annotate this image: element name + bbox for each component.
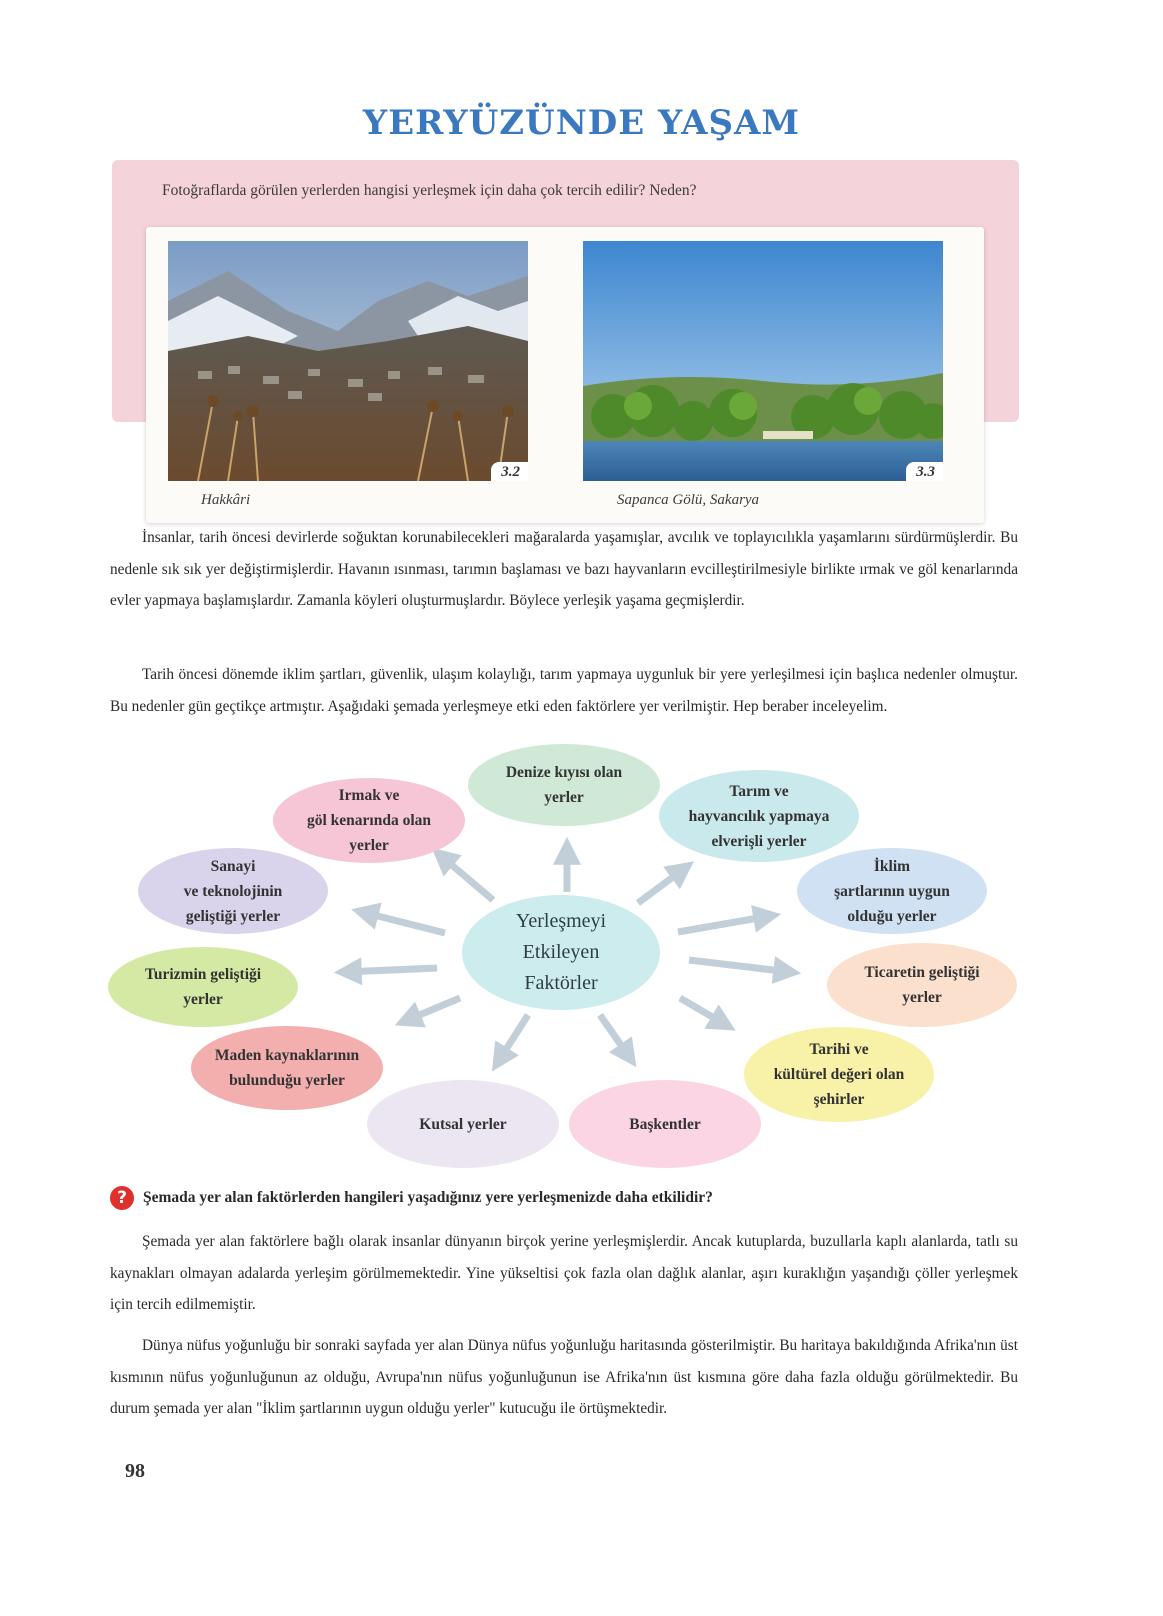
photo-number: 3.3 <box>906 462 943 481</box>
node-tarihi: Tarihi ve kültürel değeri olan şehirler <box>744 1027 934 1122</box>
node-sanayi: Sanayi ve teknolojinin geliştiği yerler <box>138 848 328 934</box>
paragraph-3: Şemada yer alan faktörlere bağlı olarak insanlar dünyanın birçok yerine yerleşmişlerdir. Ancak kutuplarda, buzullarla kaplı alanlarda, tatlı su kaynakları olmayan adalarda yerleşim görülmemektedir. Yine yükseltisi çok fazla olan dağlık alanlar, aşırı kuraklığın yaşandığı çöller yerleşmek için tercih edilmemiştir. <box>110 1233 1018 1313</box>
photo-card <box>146 227 984 523</box>
arrow-tarihi <box>680 998 726 1025</box>
discussion-question-text: Şemada yer alan faktörlerden hangileri yaşadığınız yere yerleşmenizde daha etkilidir? <box>143 1189 713 1206</box>
arrow-maden <box>405 998 460 1021</box>
node-turizm: Turizmin geliştiği yerler <box>108 947 298 1027</box>
node-tarim: Tarım ve hayvancılık yapmaya elverişli yerler <box>659 770 859 862</box>
arrow-sanayi <box>362 912 445 933</box>
node-baskent: Başkentler <box>569 1080 761 1168</box>
center-node: Yerleşmeyi Etkileyen Faktörler <box>462 895 660 1010</box>
node-maden: Maden kaynaklarının bulunduğu yerler <box>191 1026 383 1110</box>
node-irmak: Irmak ve göl kenarında olan yerler <box>273 778 465 863</box>
intro-question: Fotoğraflarda görülen yerlerden hangisi yerleşmek için daha çok tercih edilir? Neden? <box>162 182 697 199</box>
paragraph-4: Dünya nüfus yoğunluğu bir sonraki sayfada yer alan Dünya nüfus yoğunluğu haritasında gösterilmiştir. Bu haritaya bakıldığında Afrika'nın üst kısmının nüfus yoğunluğunun az olduğu, Avrupa'nın nüfus yoğunluğunun ise Afrika'nın üst kısmına göre daha fazla olduğu görülmektedir. Bu durum şemada yer alan "İklim şartlarının uygun olduğu yerler" kutucuğu ile örtüşmektedir. <box>110 1337 1018 1417</box>
arrow-irmak <box>440 855 493 900</box>
arrow-turizm <box>345 968 437 972</box>
arrow-kutsal <box>498 1015 528 1062</box>
node-kutsal: Kutsal yerler <box>367 1080 559 1168</box>
node-iklim: İklim şartlarının uygun olduğu yerler <box>797 848 987 934</box>
page-title: YERYÜZÜNDE YAŞAM <box>362 103 801 143</box>
node-deniz: Denize kıyısı olan yerler <box>468 744 660 826</box>
question-mark-icon: ? <box>110 1186 134 1210</box>
paragraph-1: İnsanlar, tarih öncesi devirlerde soğuktan korunabilecekleri mağaralarda yaşamışlar, avcılık ve toplayıcılıkla yaşamlarını sürdürmüşlerdir. Bu nedenle sık sık yer değiştirmişlerdir. Havanın ısınması, tarımın başlaması ve bazı hayvanların evcilleştirilmesiyle birlikte ırmak ve göl kenarlarında evler yapmaya başlamışlardır. Zamanla köyleri oluşturmuşlardır. Böylece yerleşik yaşama geçmişlerdir. <box>110 529 1018 609</box>
photo-number: 3.2 <box>491 462 528 481</box>
discussion-question <box>110 1186 713 1210</box>
photo-caption-sapanca: Sapanca Gölü, Sakarya <box>617 492 760 508</box>
node-ticaret: Ticaretin geliştiği yerler <box>827 943 1017 1027</box>
photo-hakkari <box>168 241 528 481</box>
arrow-baskent <box>600 1015 630 1058</box>
page-number: 98 <box>125 1460 145 1482</box>
arrow-iklim <box>678 916 770 932</box>
arrow-ticaret <box>689 960 790 972</box>
photo-sapanca <box>583 241 943 481</box>
paragraph-2: Tarih öncesi dönemde iklim şartları, güvenlik, ulaşım kolaylığı, tarım yapmaya uygunluk bir yere yerleşilmesi için başlıca nedenler olmuştur. Bu nedenler gün geçtikçe artmıştır. Aşağıdaki şemada yerleşmeye etki eden faktörlere yer verilmiştir. Hep beraber inceleyelim. <box>110 666 1018 715</box>
factors-diagram <box>100 740 1030 1180</box>
arrow-tarim <box>638 868 685 903</box>
photo-caption-hakkari: Hakkâri <box>201 492 251 508</box>
